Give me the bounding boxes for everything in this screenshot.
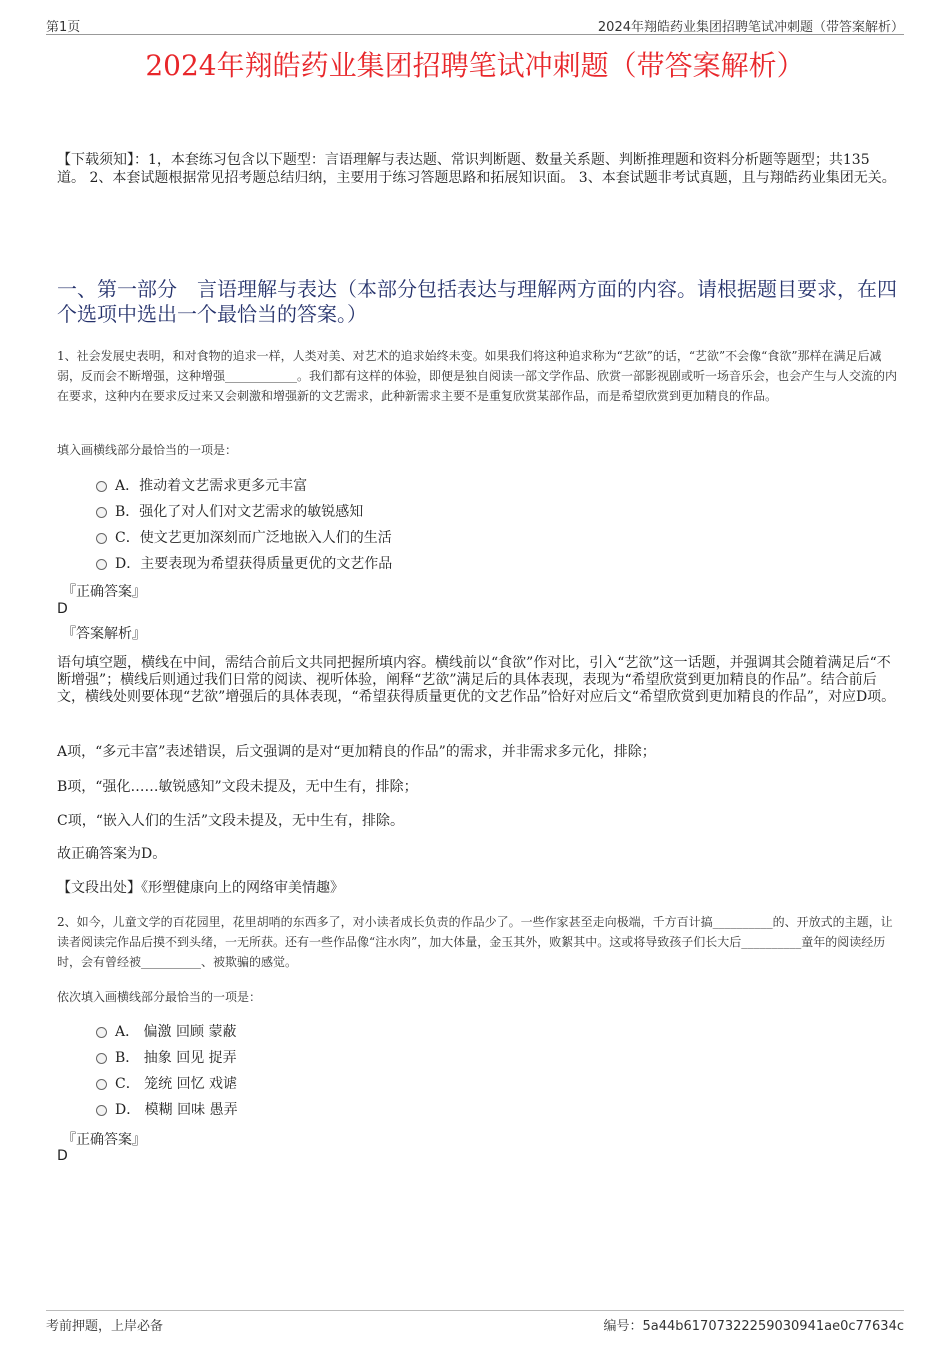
q1-answer-label: 『正确答案』 (62, 584, 146, 600)
q1-analysis-label: 『答案解析』 (62, 626, 146, 642)
q1-analysis-b: B项，“强化……敏锐感知”文段未提及，无中生有，排除； (57, 779, 418, 795)
option-label: C．使文艺更加深刻而广泛地嵌入人们的生活 (115, 530, 392, 546)
option-label: D． 模糊 回味 愚弄 (115, 1102, 238, 1118)
q2-answer: D (57, 1148, 68, 1164)
option-label: A． 偏激 回顾 蒙蔽 (115, 1024, 237, 1040)
option-label: C． 笼统 回忆 戏谑 (115, 1076, 238, 1092)
download-notice: 【下载须知】：1，本套练习包含以下题型：言语理解与表达题、常识判断题、数量关系题、判断推理题和资料分析题等题型；共135道。 2、本套试题根据常见招考题总结归纳，主要用于练习答题思路和拓展知识面。 3、本套试题非考试真题，且与翔皓药业集团无关。 (57, 152, 896, 186)
footer-code-value: 5a44b61707322259030941ae0c77634c (642, 1319, 904, 1334)
radio-icon[interactable] (96, 507, 107, 518)
radio-icon[interactable] (96, 1105, 107, 1116)
option-label: B．强化了对人们对文艺需求的敏锐感知 (115, 504, 364, 520)
q1-analysis-conclusion: 故正确答案为D。 (57, 846, 167, 862)
q1-source: 【文段出处】《形塑健康向上的网络审美情趣》 (57, 880, 344, 896)
q1-answer: D (57, 601, 68, 617)
q2-option-a[interactable] (96, 1022, 236, 1042)
q1-option-d[interactable] (96, 554, 392, 574)
radio-icon[interactable] (96, 559, 107, 570)
q2-option-c[interactable] (96, 1074, 237, 1094)
option-label: B． 抽象 回见 捉弄 (115, 1050, 237, 1066)
question-1-prompt: 填入画横线部分最恰当的一项是： (57, 443, 238, 457)
q1-analysis-a: A项，“多元丰富”表述错误，后文强调的是对“更加精良的作品”的需求，并非需求多元化，排除； (57, 744, 656, 760)
q2-option-b[interactable] (96, 1048, 237, 1068)
radio-icon[interactable] (96, 1079, 107, 1090)
option-label: D．主要表现为希望获得质量更优的文艺作品 (115, 556, 393, 572)
radio-icon[interactable] (96, 533, 107, 544)
q1-option-a[interactable] (96, 476, 307, 496)
radio-icon[interactable] (96, 481, 107, 492)
q1-option-c[interactable] (96, 528, 392, 548)
footer-code (603, 1315, 904, 1334)
q2-option-d[interactable] (96, 1100, 238, 1120)
section-title: 一、第一部分 言语理解与表达（本部分包括表达与理解两方面的内容。请根据题目要求，在四个选项中选出一个最恰当的答案。） (57, 277, 897, 326)
radio-icon[interactable] (96, 1027, 107, 1038)
question-2-stem: 2、如今，儿童文学的百花园里，花里胡哨的东西多了，对小读者成长负责的作品少了。一些作家甚至走向极端，千方百计搞__________的、开放式的主题，让读者阅读完作品后摸不到头绪，一无所获。还有一些作品像“注水肉”，加大体量，金玉其外，败絮其中。这或将导致孩子们长大后__________童年的阅读经历时，会有曾经被__________、被欺骗的感觉。 (57, 915, 893, 969)
q1-analysis-main: 语句填空题，横线在中间，需结合前后文共同把握所填内容。横线前以“食欲”作对比，引入“艺欲”这一话题，并强调其会随着满足后“不断增强”；横线后则通过我们日常的阅读、视听体验，阐释“艺欲”满足后的具体表现，表现为“希望欣赏到更加精良的作品”。结合前后文，横线处则要体现“艺欲”增强后的具体表现，“希望获得质量更优的文艺作品”恰好对应后文“希望欣赏到更加精良的作品”，对应D项。 (57, 655, 896, 705)
page-number: 第1页 (46, 20, 81, 35)
question-1-stem: 1、社会发展史表明，和对食物的追求一样，人类对美、对艺术的追求始终未变。如果我们将这种追求称为“艺欲”的话，“艺欲”不会像“食欲”那样在满足后减弱，反而会不断增强，这种增强____________。我们都有这样的体验，即便是独自阅读一部文学作品、欣赏一部影视剧或听一场音乐会，也会产生与人交流的内在要求，这种内在要求反过来又会刺激和增强新的文艺需求，此种新需求主要不是重复欣赏某部作品，而是希望欣赏到更加精良的作品。 (57, 349, 898, 403)
page-header (46, 14, 904, 35)
page-footer (46, 1310, 904, 1334)
q2-answer-label: 『正确答案』 (62, 1132, 146, 1148)
header-doc-title: 2024年翔皓药业集团招聘笔试冲刺题（带答案解析） (597, 20, 904, 35)
q1-analysis-c: C项，“嵌入人们的生活”文段未提及，无中生有，排除。 (57, 813, 405, 829)
document-title: 2024年翔皓药业集团招聘笔试冲刺题（带答案解析） (145, 49, 805, 82)
radio-icon[interactable] (96, 1053, 107, 1064)
question-2-prompt: 依次填入画横线部分最恰当的一项是： (57, 990, 262, 1004)
q1-option-b[interactable] (96, 502, 363, 522)
footer-slogan: 考前押题，上岸必备 (46, 1319, 164, 1334)
option-label: A．推动着文艺需求更多元丰富 (115, 478, 308, 494)
footer-code-label: 编号： (603, 1319, 643, 1334)
